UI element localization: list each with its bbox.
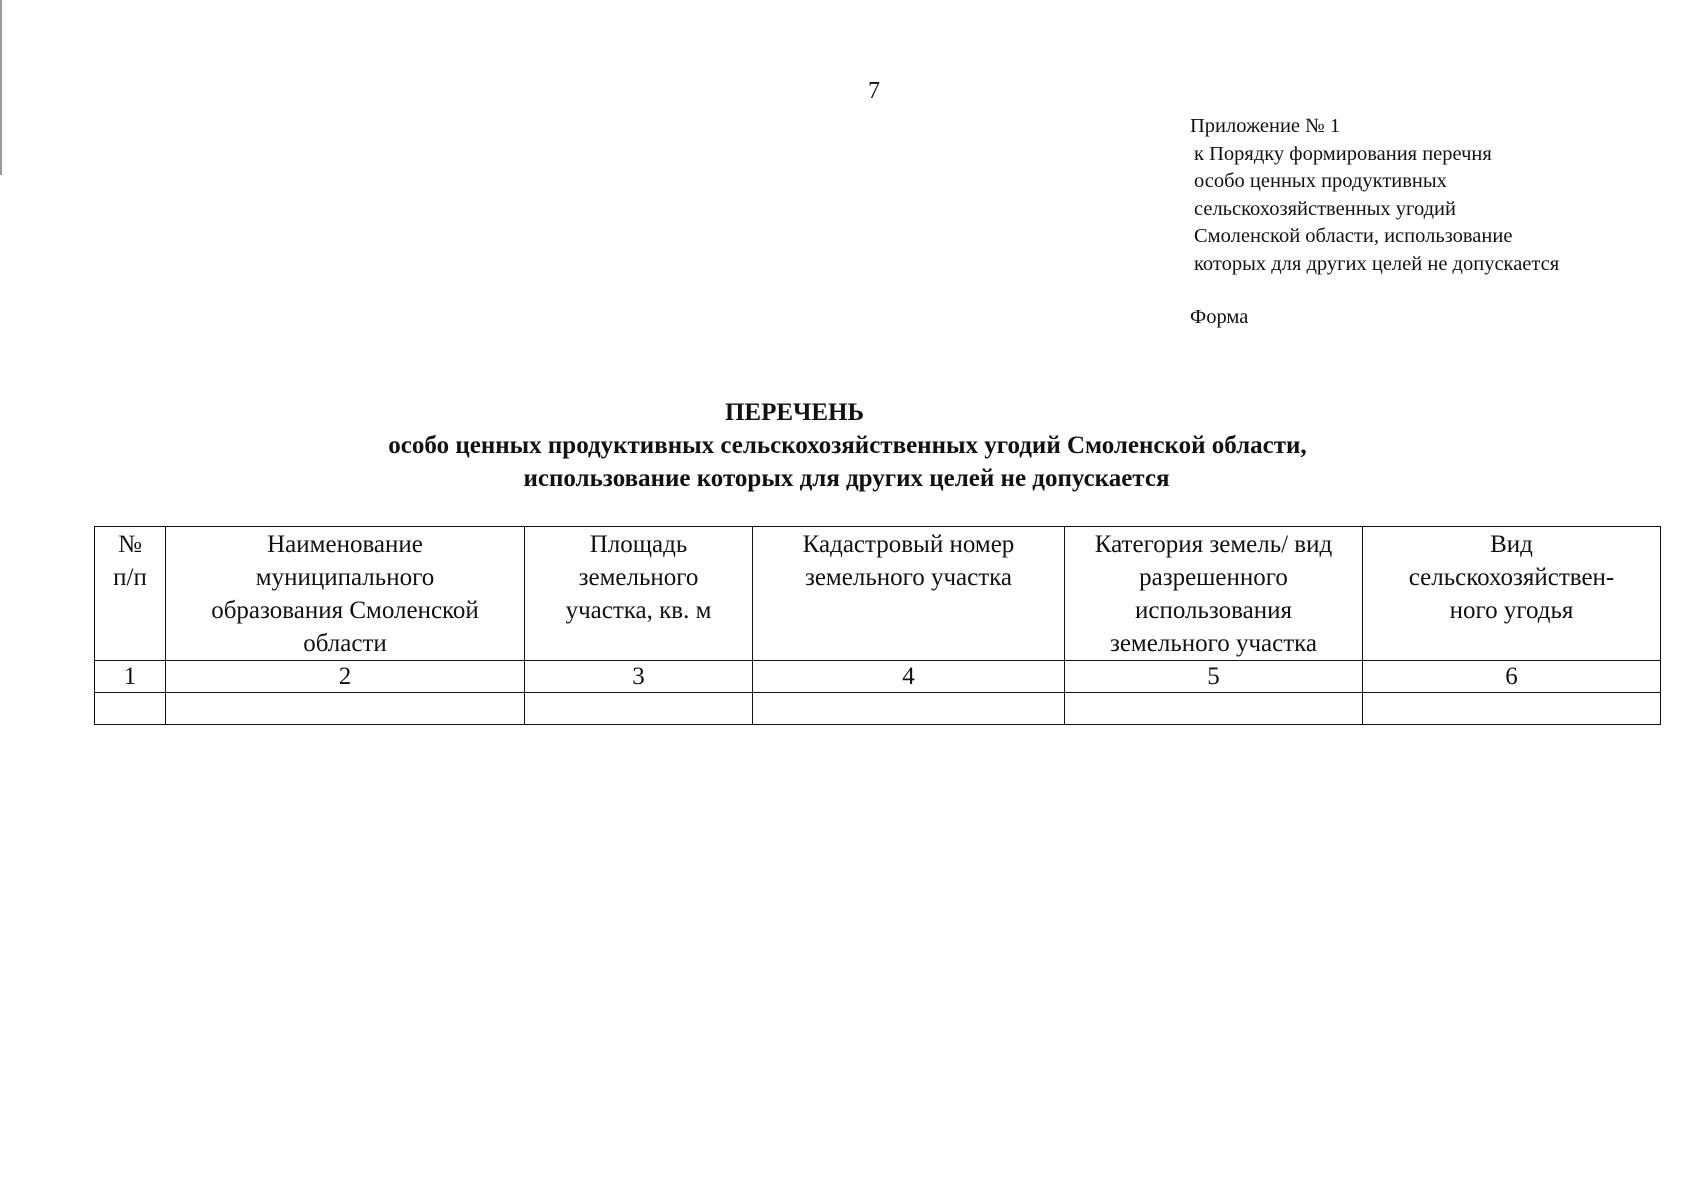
header-cell-number: № п/п [95,527,166,661]
table-cell [1065,693,1363,725]
appendix-line: Смоленской области, использование [1194,225,1513,247]
table-cell [95,693,166,725]
table-row-empty [95,693,1661,725]
table-cell: 4 [753,661,1065,693]
appendix-line: сельскохозяйственных угодий [1194,197,1456,220]
document-title: ПЕРЕЧЕНЬ [724,399,865,426]
appendix-block [1190,113,1559,332]
table-cell [525,693,753,725]
document-heading [0,397,1695,495]
header-cell-area: Площадь земельного участка, кв. м [525,527,753,661]
table-cell [753,693,1065,725]
table-cell [166,693,525,725]
table-cell: 2 [166,661,525,693]
table-cell [1363,693,1661,725]
appendix-line: особо ценных продуктивных [1194,170,1447,192]
table-cell: 6 [1363,661,1661,693]
document-subtitle-line-2: использование которых для других целей не допускается [523,465,1170,492]
table-cell: 3 [525,661,753,693]
scan-edge-mark [0,0,2,175]
header-cell-land-type: Вид сельскохозяйствен- ного угодья [1363,527,1661,661]
form-label: Форма [1190,306,1249,328]
table-header-row [95,527,1661,661]
table-cell: 5 [1065,661,1363,693]
document-subtitle-line-1: особо ценных продуктивных сельскохозяйственных угодий Смоленской области, [388,432,1307,459]
header-cell-cadastral-number: Кадастровый номер земельного участка [753,527,1065,661]
header-cell-land-category: Категория земель/ вид разрешенного использования земельного участка [1065,527,1363,661]
appendix-line: Приложение № 1 [1190,115,1341,137]
appendix-line: к Порядку формирования перечня [1194,142,1492,165]
table-cell: 1 [95,661,166,693]
table-row-numbering [95,661,1661,693]
form-table [94,526,1661,725]
appendix-line: которых для других целей не допускается [1194,252,1560,275]
header-cell-municipality: Наименование муниципального образования Смоленской области [166,527,525,661]
page-number: 7 [868,78,880,104]
